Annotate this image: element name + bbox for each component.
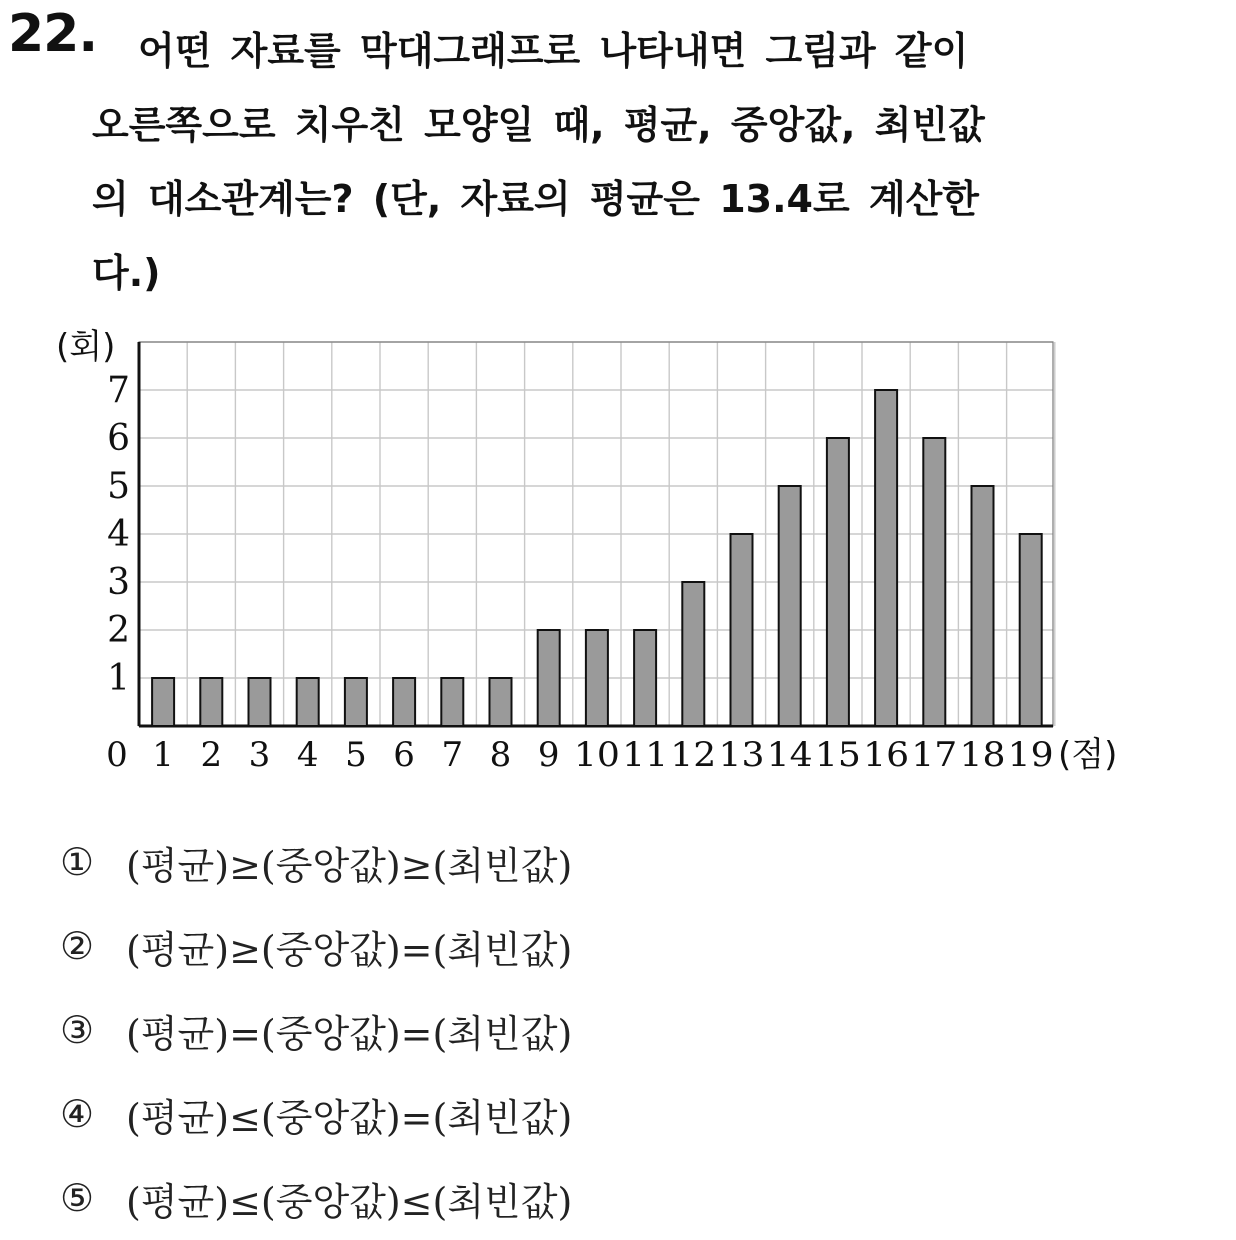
- bar: [441, 678, 463, 726]
- x-tick-label: 3: [248, 735, 271, 775]
- x-tick-label: 19: [1007, 735, 1054, 775]
- bar: [586, 630, 608, 726]
- choice-1-mark: ①: [60, 840, 95, 884]
- y-tick-label: 6: [107, 418, 130, 459]
- question-line-2: 오른쪽으로 치우친 모양일 때, 평균, 중앙값, 최빈값: [92, 103, 985, 147]
- y-tick-label: 1: [107, 658, 130, 699]
- choice-4-mark: ④: [60, 1092, 95, 1136]
- bar: [490, 678, 512, 726]
- x-tick-label: 6: [393, 735, 415, 775]
- bar: [200, 678, 222, 726]
- bar-chart: [0, 320, 1236, 790]
- x-tick-label: 14: [766, 735, 813, 775]
- y-tick-label: 3: [107, 562, 130, 603]
- bar: [923, 438, 945, 726]
- bar: [297, 678, 319, 726]
- choice-4-text: (평균)≤(중앙값)=(최빈값): [126, 1095, 573, 1140]
- choice-5[interactable]: [60, 1156, 572, 1240]
- x-axis-label: (점): [1058, 735, 1118, 775]
- bar: [249, 678, 271, 726]
- x-tick-label: 1: [152, 735, 174, 775]
- y-tick-label: 5: [107, 466, 130, 507]
- bar: [779, 486, 801, 726]
- x-tick-label: 13: [718, 735, 765, 775]
- choice-3-text: (평균)=(중앙값)=(최빈값): [126, 1011, 573, 1056]
- x-tick-label: 11: [622, 735, 669, 775]
- bar: [731, 534, 753, 726]
- x-tick-label: 12: [670, 735, 717, 775]
- y-tick-label: 4: [107, 514, 130, 555]
- y-axis-label: (회): [56, 327, 116, 367]
- question-line-3: 의 대소관계는? (단, 자료의 평균은 13.4로 계산한: [92, 177, 980, 221]
- y-tick-label: 7: [107, 370, 130, 411]
- bar: [152, 678, 174, 726]
- x-tick-label: 16: [863, 735, 910, 775]
- bar: [827, 438, 849, 726]
- choice-4[interactable]: [60, 1072, 572, 1156]
- bar: [1020, 534, 1042, 726]
- x-tick-label: 8: [489, 735, 512, 775]
- y-tick-label: 2: [107, 610, 130, 651]
- bar: [345, 678, 367, 726]
- x-tick-label: 5: [345, 735, 367, 775]
- bar: [538, 630, 560, 726]
- x-tick-label: 4: [296, 735, 319, 775]
- x-tick-label: 7: [441, 735, 464, 775]
- x-tick-label: 17: [911, 735, 958, 775]
- x-tick-label: 18: [959, 735, 1006, 775]
- bar: [972, 486, 994, 726]
- choice-1[interactable]: [60, 820, 572, 904]
- choice-5-mark: ⑤: [60, 1176, 95, 1220]
- choice-1-text: (평균)≥(중앙값)≥(최빈값): [126, 843, 573, 888]
- answer-choices: [60, 820, 572, 1240]
- x-tick-label: 9: [537, 735, 560, 775]
- choice-3[interactable]: [60, 988, 572, 1072]
- choice-5-text: (평균)≤(중앙값)≤(최빈값): [126, 1179, 573, 1224]
- question-number: 22.: [8, 4, 98, 64]
- choice-3-mark: ③: [60, 1008, 95, 1052]
- question-line-1: 어떤 자료를 막대그래프로 나타내면 그림과 같이: [138, 29, 969, 73]
- bar: [875, 390, 897, 726]
- choice-2-text: (평균)≥(중앙값)=(최빈값): [126, 927, 573, 972]
- x-tick-label: 10: [573, 735, 620, 775]
- bar: [634, 630, 656, 726]
- question-line-4: 다.): [92, 251, 161, 295]
- x-tick-label: 2: [200, 735, 223, 775]
- x-tick-label: 15: [814, 735, 861, 775]
- bar: [682, 582, 704, 726]
- bar: [393, 678, 415, 726]
- question-text: [92, 14, 1202, 310]
- x-origin-label: 0: [106, 735, 128, 775]
- choice-2[interactable]: [60, 904, 572, 988]
- choice-2-mark: ②: [60, 924, 95, 968]
